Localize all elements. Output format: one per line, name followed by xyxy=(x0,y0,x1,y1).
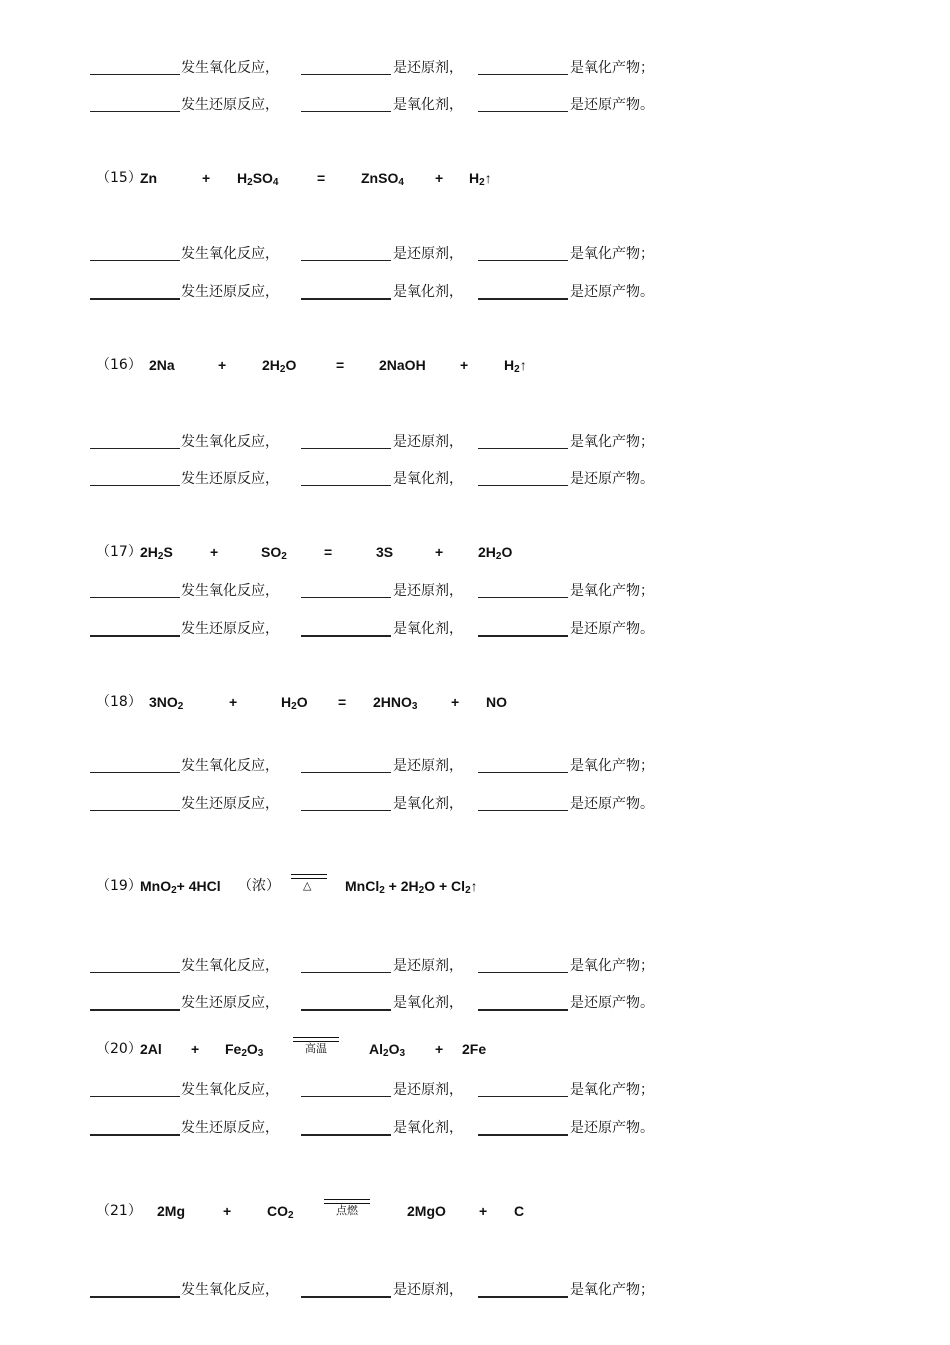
equals-sign: = xyxy=(324,544,333,560)
reactant: $H_2O$ xyxy=(281,694,308,712)
answer-blank[interactable] xyxy=(478,1096,568,1097)
equation-number: （17） xyxy=(96,544,142,560)
label-reducing-agent: 是还原剂， xyxy=(393,1282,463,1298)
label-red-reaction: 发生还原反应， xyxy=(181,995,279,1011)
label-red-reaction: 发生还原反应， xyxy=(181,1120,279,1136)
answer-blank[interactable] xyxy=(301,74,391,75)
answer-blank[interactable] xyxy=(478,260,568,261)
product: 2Fe xyxy=(462,1041,487,1057)
label-reducing-agent: 是还原剂， xyxy=(393,1082,463,1098)
label-red-product: 是还原产物。 xyxy=(570,97,654,113)
answer-blank[interactable] xyxy=(301,972,391,973)
label-red-reaction: 发生还原反应， xyxy=(181,621,279,637)
equation-number: （20） xyxy=(96,1041,142,1057)
label-reducing-agent: 是还原剂， xyxy=(393,958,463,974)
label-red-reaction: 发生还原反应， xyxy=(181,796,279,812)
answer-blank[interactable] xyxy=(90,635,180,637)
label-red-product: 是还原产物。 xyxy=(570,796,654,812)
answer-blank[interactable] xyxy=(90,298,180,300)
answer-blank[interactable] xyxy=(478,298,568,300)
reactant: 2Al xyxy=(140,1041,162,1057)
answer-blank[interactable] xyxy=(301,635,391,637)
answer-blank[interactable] xyxy=(478,111,568,112)
reactant: $3NO_2$ xyxy=(149,694,184,712)
answer-blank[interactable] xyxy=(301,1296,391,1298)
label-ox-reaction: 发生氧化反应， xyxy=(181,60,279,76)
label-ox-product: 是氧化产物； xyxy=(570,1082,654,1098)
plus-sign: + xyxy=(435,544,444,560)
answer-blank[interactable] xyxy=(478,1009,568,1011)
high-temperature-condition: 高温 xyxy=(305,1042,327,1055)
answer-blank[interactable] xyxy=(90,810,180,811)
answer-blank[interactable] xyxy=(90,772,180,773)
product: NO xyxy=(486,694,507,710)
label-ox-product: 是氧化产物； xyxy=(570,758,654,774)
ignition-condition: 点燃 xyxy=(336,1204,358,1217)
answer-blank[interactable] xyxy=(90,972,180,973)
label-oxidizing-agent: 是氧化剂， xyxy=(393,97,463,113)
label-ox-reaction: 发生氧化反应， xyxy=(181,958,279,974)
reactant: 2Mg xyxy=(157,1203,185,1219)
answer-blank[interactable] xyxy=(301,597,391,598)
product: $H_2↑$ xyxy=(504,357,527,375)
answer-blank[interactable] xyxy=(90,485,180,486)
label-reducing-agent: 是还原剂， xyxy=(393,246,463,262)
answer-blank[interactable] xyxy=(90,597,180,598)
product: $H_2↑$ xyxy=(469,170,492,188)
answer-blank[interactable] xyxy=(301,1134,391,1136)
reactant: Zn xyxy=(140,170,158,186)
gas-arrow-icon: ↑ xyxy=(470,878,478,894)
answer-blank[interactable] xyxy=(478,772,568,773)
reactant: $Fe_2O_3$ xyxy=(225,1041,264,1059)
label-ox-reaction: 发生氧化反应， xyxy=(181,1282,279,1298)
equation-number: （18） xyxy=(96,694,142,710)
answer-blank[interactable] xyxy=(478,1134,568,1136)
label-oxidizing-agent: 是氧化剂， xyxy=(393,995,463,1011)
label-oxidizing-agent: 是氧化剂， xyxy=(393,796,463,812)
gas-arrow-icon: ↑ xyxy=(484,170,492,186)
reactant: $2H_2O$ xyxy=(262,357,297,375)
label-red-product: 是还原产物。 xyxy=(570,1120,654,1136)
answer-blank[interactable] xyxy=(90,260,180,261)
label-red-product: 是还原产物。 xyxy=(570,995,654,1011)
equation-number: （15） xyxy=(96,170,142,186)
answer-blank[interactable] xyxy=(478,485,568,486)
equals-sign: = xyxy=(317,170,326,186)
label-ox-reaction: 发生氧化反应， xyxy=(181,246,279,262)
reactant: 2Na xyxy=(149,357,175,373)
label-oxidizing-agent: 是氧化剂， xyxy=(393,284,463,300)
equals-sign: = xyxy=(336,357,345,373)
double-line-sign xyxy=(291,874,327,879)
equation-number: （16） xyxy=(96,357,142,373)
answer-blank[interactable] xyxy=(301,260,391,261)
label-ox-reaction: 发生氧化反应， xyxy=(181,1082,279,1098)
plus-sign: + xyxy=(435,170,444,186)
label-oxidizing-agent: 是氧化剂， xyxy=(393,471,463,487)
label-ox-product: 是氧化产物； xyxy=(570,246,654,262)
product: 2MgO xyxy=(407,1203,446,1219)
answer-blank[interactable] xyxy=(90,1009,180,1011)
product: C xyxy=(514,1203,525,1219)
answer-blank[interactable] xyxy=(301,1096,391,1097)
plus-sign: + xyxy=(451,694,460,710)
answer-blank[interactable] xyxy=(301,111,391,112)
answer-blank[interactable] xyxy=(478,597,568,598)
answer-blank[interactable] xyxy=(90,1096,180,1097)
label-red-reaction: 发生还原反应， xyxy=(181,97,279,113)
label-oxidizing-agent: 是氧化剂， xyxy=(393,1120,463,1136)
answer-blank[interactable] xyxy=(478,635,568,637)
label-ox-reaction: 发生氧化反应， xyxy=(181,758,279,774)
heat-condition-icon: △ xyxy=(303,879,312,892)
answer-blank[interactable] xyxy=(478,448,568,449)
gas-arrow-icon: ↑ xyxy=(519,357,527,373)
label-ox-reaction: 发生氧化反应， xyxy=(181,583,279,599)
answer-blank[interactable] xyxy=(301,485,391,486)
label-reducing-agent: 是还原剂， xyxy=(393,60,463,76)
reactant: $CO_2$ xyxy=(267,1203,294,1221)
products: MnCl$_2$ + $2H_2O$ + $Cl_2↑$ xyxy=(345,878,478,896)
label-ox-product: 是氧化产物； xyxy=(570,1282,654,1298)
reactant: $H_2SO_4$ xyxy=(237,170,279,188)
equation-number: （21） xyxy=(96,1203,142,1219)
answer-blank[interactable] xyxy=(301,1009,391,1011)
equation-number: （19） xyxy=(96,878,142,894)
answer-blank[interactable] xyxy=(90,448,180,449)
label-red-product: 是还原产物。 xyxy=(570,471,654,487)
label-reducing-agent: 是还原剂， xyxy=(393,434,463,450)
plus-sign: + xyxy=(479,1203,488,1219)
answer-blank[interactable] xyxy=(301,810,391,811)
reactant: $SO_2$ xyxy=(261,544,287,562)
label-ox-reaction: 发生氧化反应， xyxy=(181,434,279,450)
label-reducing-agent: 是还原剂， xyxy=(393,583,463,599)
plus-sign: + xyxy=(460,357,469,373)
answer-blank[interactable] xyxy=(478,1296,568,1298)
plus-sign: + xyxy=(191,1041,200,1057)
plus-sign: + xyxy=(210,544,219,560)
plus-sign: + xyxy=(202,170,211,186)
label-ox-product: 是氧化产物； xyxy=(570,434,654,450)
answer-blank[interactable] xyxy=(301,298,391,300)
plus-sign: + xyxy=(435,1041,444,1057)
reactant: $2H_2S$ xyxy=(140,544,173,562)
product: ZnSO$_4$ xyxy=(361,170,404,188)
answer-blank[interactable] xyxy=(301,772,391,773)
reactants: MnO$_2$+ 4HCl xyxy=(140,878,221,896)
label-red-reaction: 发生还原反应， xyxy=(181,471,279,487)
plus-sign: + xyxy=(223,1203,232,1219)
label-ox-product: 是氧化产物； xyxy=(570,583,654,599)
plus-sign: + xyxy=(218,357,227,373)
answer-blank[interactable] xyxy=(478,972,568,973)
product: $2HNO_3$ xyxy=(373,694,418,712)
label-oxidizing-agent: 是氧化剂， xyxy=(393,621,463,637)
answer-blank[interactable] xyxy=(90,74,180,75)
answer-blank[interactable] xyxy=(301,448,391,449)
concentrated-note: （浓） xyxy=(238,878,280,894)
product: $2H_2O$ xyxy=(478,544,513,562)
equals-sign: = xyxy=(338,694,347,710)
label-red-reaction: 发生还原反应， xyxy=(181,284,279,300)
product: 2NaOH xyxy=(379,357,426,373)
answer-blank[interactable] xyxy=(478,74,568,75)
label-ox-product: 是氧化产物； xyxy=(570,958,654,974)
answer-blank[interactable] xyxy=(90,1296,180,1298)
product: $Al_2O_3$ xyxy=(369,1041,406,1059)
double-line-sign xyxy=(293,1037,339,1042)
label-red-product: 是还原产物。 xyxy=(570,621,654,637)
double-line-sign xyxy=(324,1199,370,1204)
answer-blank[interactable] xyxy=(90,111,180,112)
answer-blank[interactable] xyxy=(478,810,568,811)
answer-blank[interactable] xyxy=(90,1134,180,1136)
label-ox-product: 是氧化产物； xyxy=(570,60,654,76)
plus-sign: + xyxy=(229,694,238,710)
label-red-product: 是还原产物。 xyxy=(570,284,654,300)
product: 3S xyxy=(376,544,394,560)
label-reducing-agent: 是还原剂， xyxy=(393,758,463,774)
